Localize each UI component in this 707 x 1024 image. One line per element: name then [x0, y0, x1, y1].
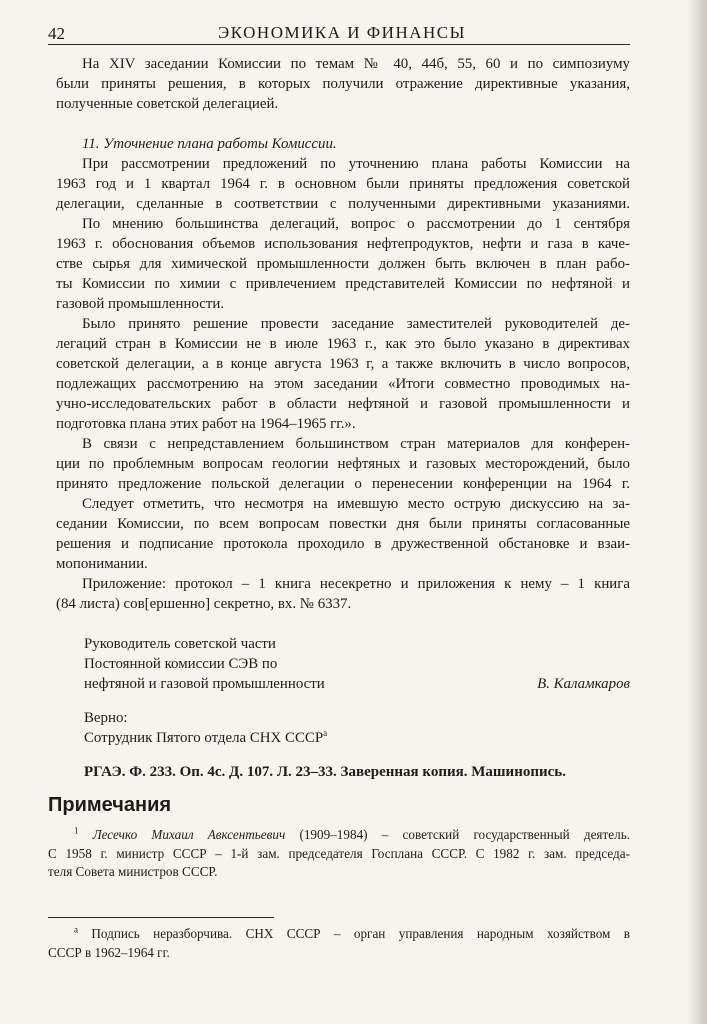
page-number: 42	[48, 24, 65, 43]
text-line: газовой промышленности.	[56, 296, 225, 312]
text-line: подготовка плана этих работ на 1964–1965 гг.».	[56, 416, 356, 432]
footnote-line: $^а$ Подпись неразборчива. СНХ СССР – орган управления народным хозяйством в	[74, 924, 630, 941]
paragraph-4	[56, 314, 630, 434]
footnote-rule	[48, 917, 274, 918]
text-line: При рассмотрении предложений по уточнению плана работы Комиссии на	[82, 156, 630, 172]
text-line: седании Комиссии, по всем вопросам повестки дня были приняты согласованные	[56, 516, 630, 532]
text-line: 1963 г. обоснования объемов использования нефтепродуктов, нефти и газа в каче-	[56, 236, 630, 252]
section-heading: 11. Уточнение плана работы Комиссии.	[82, 136, 337, 152]
paragraph-1	[56, 54, 630, 114]
text-line: делегации, сделанные в соответствии с полученными директивными указаниями.	[56, 196, 630, 212]
paragraph-3	[56, 214, 630, 314]
notes-heading: Примечания	[48, 794, 172, 816]
text-line: Было принято решение провести заседание заместителей руководителей де-	[82, 316, 630, 332]
text-line: советской делегации, а в конце августа 1963 г, а также включить в число вопросов,	[56, 356, 630, 372]
text-line: подлежащих рассмотрению на этом заседании «Итоги совместно проводимых на-	[56, 376, 630, 392]
signature-line: нефтяной и газовой промышленности	[84, 676, 325, 692]
paragraph-2	[56, 154, 630, 214]
running-title: ЭКОНОМИКА И ФИНАНСЫ	[218, 23, 466, 42]
page-header	[48, 20, 630, 46]
footnote	[48, 925, 630, 962]
header-rule	[48, 44, 630, 45]
note-line: С 1958 г. министр СССР – 1-й зам. председателя Госплана СССР. С 1982 г. зам. председа-	[48, 845, 630, 861]
text-line: По мнению большинства делегаций, вопрос о рассмотрении до 1 сентября	[82, 216, 630, 232]
signatory-name: В. Каламкаров	[537, 676, 630, 692]
appendix-note	[56, 574, 630, 614]
note-marker: 1	[74, 825, 79, 836]
text-line: полученные советской делегацией.	[56, 96, 279, 112]
text-line: Приложение: протокол – 1 книга несекретно и приложения к нему – 1 книга	[82, 576, 630, 592]
attestation-block	[56, 708, 630, 748]
footnote-marker: а	[74, 924, 78, 935]
note-line: $^1$ Лесечко Михаил Авксентьевич (1909–1984) – советский государственный деятель.	[74, 825, 631, 842]
note-person-name: Лесечко Михаил Авксентьевич	[92, 827, 286, 842]
text-line: мопонимании.	[56, 556, 148, 572]
signature-line: Руководитель советской части	[84, 636, 276, 652]
text-line: ции по проблемным вопросам геологии нефтяных и газовых месторождений, было	[56, 456, 630, 472]
signature-line: Постоянной комиссии СЭВ по	[84, 656, 278, 672]
text-line: 1963 год и 1 квартал 1964 г. в основном были приняты предложения советской	[56, 176, 630, 192]
text-line: На XIV заседании Комиссии по темам № 40, 44б, 55, 60 и по симпозиуму	[82, 56, 630, 72]
document-body	[56, 54, 630, 782]
footnote-line: СССР в 1962–1964 гг.	[48, 944, 170, 960]
text-line: принято предложение польской делегации о перенесении конференции на 1964 г.	[56, 476, 630, 492]
page-edge-shadow	[687, 0, 707, 1024]
text-line: легаций стран в Комиссии не в июле 1963 г., как это было указано в директивах	[56, 336, 630, 352]
text-line: В связи с непредставлением большинством стран материалов для конферен-	[82, 436, 630, 452]
text-line: стве сырья для химической промышленности должен быть включен в план рабо-	[56, 256, 630, 272]
attestation-verno: Верно:	[84, 710, 128, 726]
text-line: Следует отметить, что несмотря на имевшую место острую дискуссию на за-	[82, 496, 630, 512]
text-line: ты Комиссии по химии с привлечением представителей Комиссии по нефтяной и	[56, 276, 630, 292]
text-line: учно-исследовательских работ в области нефтяной и газовой промышленности и	[56, 396, 630, 412]
archival-source: РГАЭ. Ф. 233. Оп. 4с. Д. 107. Л. 23–33. Заверенная копия. Машинопись.	[84, 764, 566, 780]
paragraph-5	[56, 434, 630, 494]
footnote-marker: а	[323, 728, 328, 739]
text-line: были приняты решения, в которых получили отражение директивные указания,	[56, 76, 630, 92]
paragraph-6	[56, 494, 630, 574]
attestation-employee: Сотрудник Пятого отдела СНХ $СССР^а$	[84, 728, 328, 746]
note-line: теля Совета министров СССР.	[48, 864, 218, 879]
text-line: (84 листа) сов[ершенно] секретно, вх. № 6337.	[56, 596, 352, 612]
notes-section	[48, 826, 630, 882]
signature-block	[56, 634, 630, 694]
text-line: решения и подписание протокола проходило в дружественной обстановке и взаи-	[56, 536, 630, 552]
